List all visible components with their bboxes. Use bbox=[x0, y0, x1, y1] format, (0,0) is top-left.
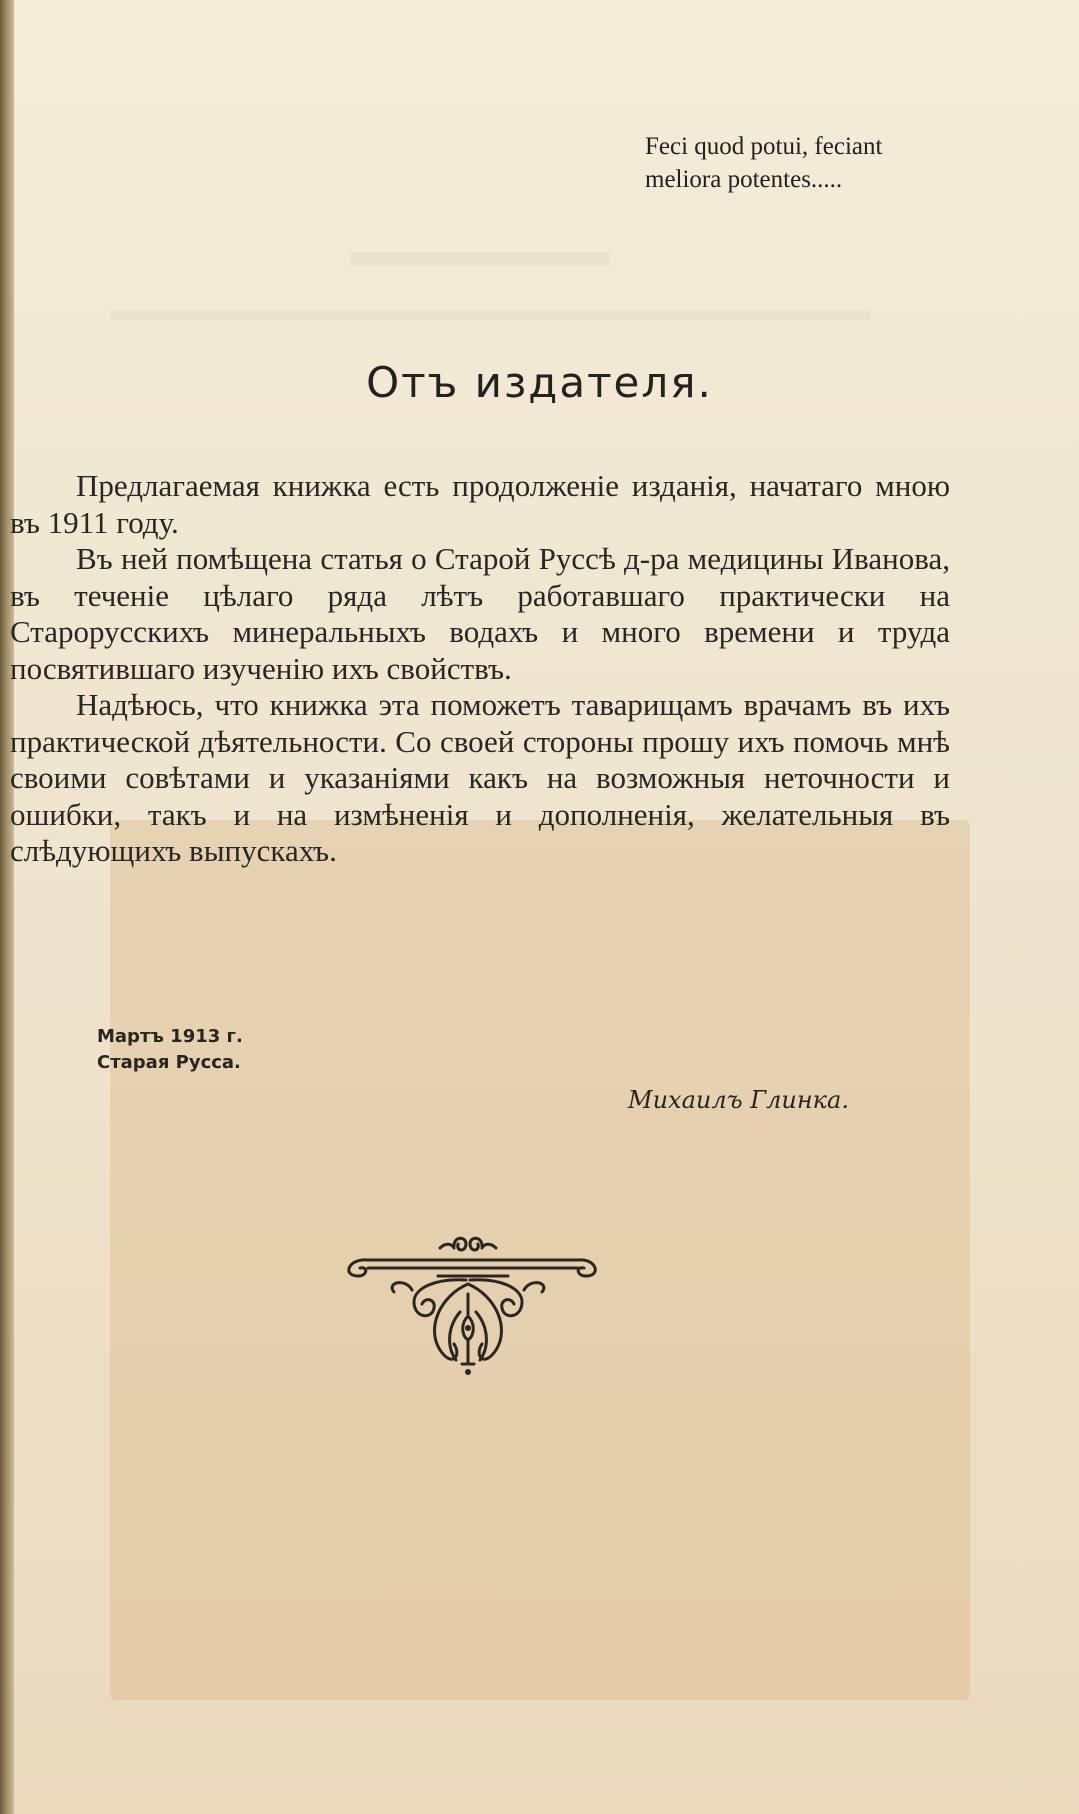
page-binding-edge bbox=[0, 0, 14, 1814]
date-place-block bbox=[97, 1024, 243, 1076]
floral-scroll-ornament-icon bbox=[328, 1232, 608, 1392]
epigraph-line-1: Feci quod potui, feciant bbox=[645, 133, 883, 160]
preface-body bbox=[10, 468, 950, 870]
date-line: Мартъ 1913 г. bbox=[97, 1026, 243, 1047]
paragraph-1: Предлагаемая книжка есть продолженіе изданія, начатаго мною въ 1911 году. bbox=[10, 468, 950, 540]
signature: Михаилъ Глинка. bbox=[628, 1086, 849, 1114]
show-through-decoration bbox=[350, 222, 610, 266]
place-line: Старая Русса. bbox=[97, 1052, 241, 1073]
paragraph-3: Надѣюсь, что книжка эта поможетъ таварищамъ врачамъ въ ихъ практической дѣятельности. Со своей стороны прошу ихъ помочь мнѣ своими совѣтами и указаніями какъ на возможныя неточности и ошибки, такъ и на измѣненія и дополненія, желательныя въ слѣдующихъ выпускахъ. bbox=[10, 687, 950, 868]
epigraph bbox=[645, 130, 975, 196]
show-through-decoration bbox=[110, 300, 870, 320]
page-title: Отъ издателя. bbox=[366, 358, 713, 407]
epigraph-line-2: meliora potentes..... bbox=[645, 166, 843, 193]
paragraph-2: Въ ней помѣщена статья о Старой Руссѣ д-ра медицины Иванова, въ теченіе цѣлаго ряда лѣтъ работавшаго практически на Старорусскихъ минеральныхъ водахъ и много времени и труда посвятившаго изученію ихъ свойствъ. bbox=[10, 541, 950, 686]
